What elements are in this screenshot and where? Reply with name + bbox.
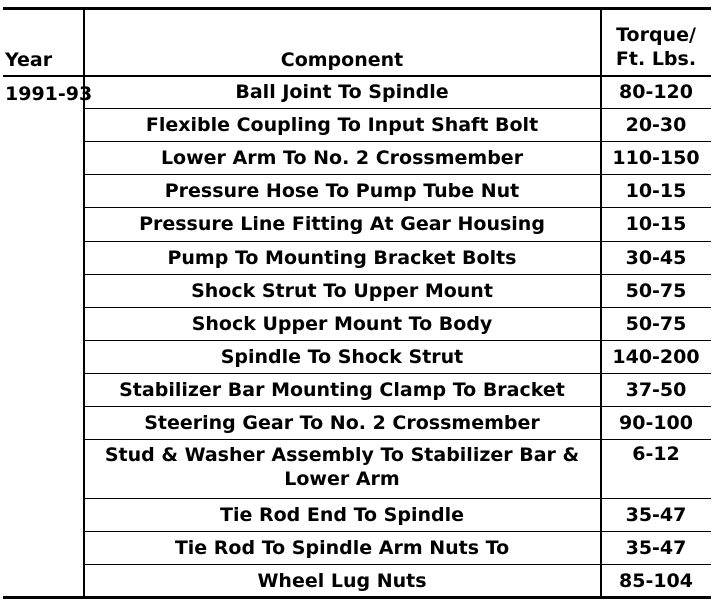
torque-cell: 30-45 <box>625 246 687 269</box>
year-cell: 1991-93 <box>5 83 93 105</box>
row-divider <box>83 274 711 275</box>
row-divider <box>83 307 711 308</box>
component-cell: Shock Strut To Upper Mount <box>191 279 493 302</box>
component-cell: Spindle To Shock Strut <box>220 345 464 368</box>
torque-cell: 140-200 <box>612 345 700 368</box>
row-divider <box>83 108 711 109</box>
torque-cell: 35-47 <box>625 504 687 527</box>
row-divider <box>83 241 711 242</box>
row-divider <box>83 174 711 175</box>
table-top-rule <box>3 7 711 10</box>
table-bottom-rule <box>3 596 711 599</box>
torque-cell: 90-100 <box>619 412 693 434</box>
component-cell: Tie Rod End To Spindle <box>219 504 465 527</box>
component-cell: Wheel Lug Nuts <box>257 570 427 593</box>
header-component: Component <box>280 49 404 71</box>
component-cell: Flexible Coupling To Input Shaft Bolt <box>145 114 539 137</box>
torque-cell: 50-75 <box>625 279 687 302</box>
torque-cell: 80-120 <box>619 81 693 103</box>
header-torque: Torque/ Ft. Lbs. <box>615 24 697 70</box>
torque-cell: 110-150 <box>612 147 700 170</box>
component-cell: Shock Upper Mount To Body <box>191 312 493 335</box>
component-cell: Pump To Mounting Bracket Bolts <box>167 246 517 269</box>
component-cell: Tie Rod To Spindle Arm Nuts To <box>174 537 510 560</box>
component-cell: Stud & Washer Assembly To Stabilizer Bar & Lower Arm <box>104 444 580 491</box>
row-divider <box>83 564 711 565</box>
torque-cell: 10-15 <box>625 213 687 236</box>
row-divider <box>83 207 711 208</box>
torque-cell: 85-104 <box>619 570 693 593</box>
component-cell: Pressure Line Fitting At Gear Housing <box>139 213 545 236</box>
torque-cell: 50-75 <box>625 312 687 335</box>
component-cell: Pressure Hose To Pump Tube Nut <box>164 180 520 203</box>
torque-cell: 10-15 <box>625 180 687 203</box>
torque-cell: 6-12 <box>632 443 680 466</box>
component-cell: Stabilizer Bar Mounting Clamp To Bracket <box>119 378 565 401</box>
row-divider <box>83 340 711 341</box>
component-cell: Steering Gear To No. 2 Crossmember <box>144 412 540 434</box>
header-year: Year <box>5 49 53 71</box>
torque-cell: 37-50 <box>625 378 687 401</box>
row-divider <box>83 141 711 142</box>
component-cell: Lower Arm To No. 2 Crossmember <box>160 147 524 170</box>
component-cell: Ball Joint To Spindle <box>235 81 449 103</box>
row-divider <box>83 373 711 374</box>
row-divider <box>83 406 711 407</box>
row-divider <box>83 439 711 440</box>
torque-cell: 20-30 <box>625 114 687 137</box>
header-rule <box>3 75 711 77</box>
row-divider <box>83 498 711 499</box>
torque-cell: 35-47 <box>625 537 687 560</box>
row-divider <box>83 531 711 532</box>
